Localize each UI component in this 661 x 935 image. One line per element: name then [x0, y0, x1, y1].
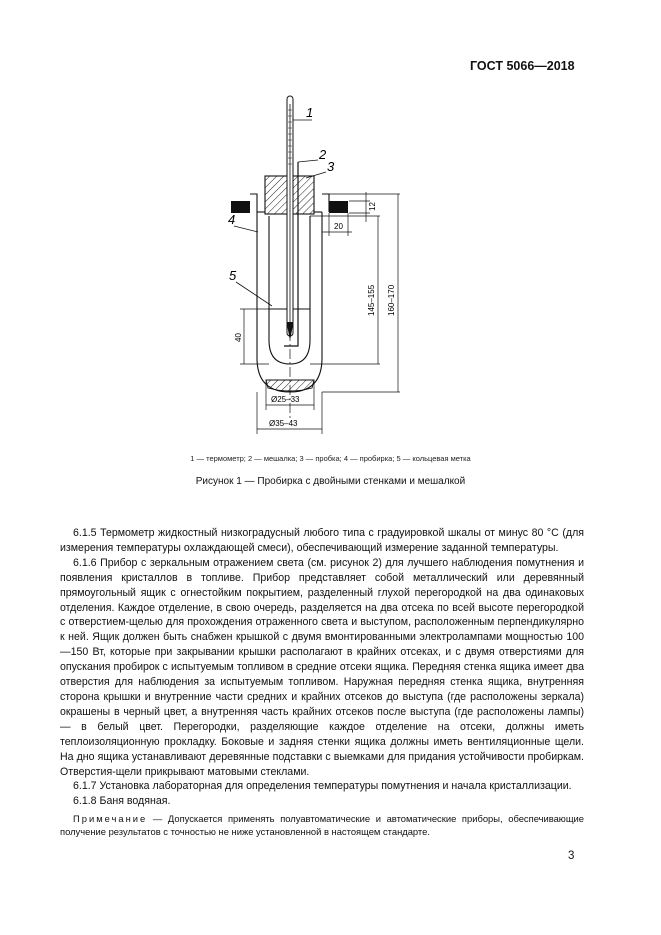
- figure-legend: 1 — термометр; 2 — мешалка; 3 — пробка; 4 — пробирка; 5 — кольцевая метка: [190, 454, 471, 463]
- dim-d25-33: Ø25–33: [271, 395, 300, 404]
- callout-1: 1: [306, 105, 314, 120]
- dim-145-155: 145–155: [367, 284, 376, 316]
- paragraph-6-1-8: 6.1.8 Баня водяная.: [73, 795, 171, 808]
- dim-20: 20: [334, 222, 343, 231]
- thermometer: [287, 96, 293, 338]
- dim-12: 12: [368, 202, 377, 211]
- callout-4: 4: [228, 212, 236, 227]
- bottom-support: [266, 380, 314, 391]
- paragraph-6-1-5: 6.1.5 Термометр жидкостный низкоградусный любого типа с градуировкой шкалы от минус 80 °С (для измерения температуры охлаждающей смеси), обеспечивающий измерение заданной температуры.: [60, 527, 584, 554]
- note: [60, 813, 584, 838]
- note-text: — Допускается применять полуавтоматические и автоматические приборы, обеспечивающие получение результатов с точностью не ниже установленной в настоящем стандарте.: [60, 813, 584, 837]
- ring-right: [329, 201, 348, 213]
- dim-d35-43: Ø35–43: [269, 419, 298, 428]
- body-text: [60, 526, 584, 838]
- paragraph-6-1-7: 6.1.7 Установка лабораторная для определения температуры помутнения и начала кристаллизации.: [73, 780, 572, 793]
- callout-2: 2: [319, 147, 327, 162]
- paragraph-6-1-6: 6.1.6 Прибор с зеркальным отражением света (см. рисунок 2) для лучшего наблюдения помутнения и появления кристаллов в топливе. Прибор представляет собой металлический или деревянный прямоугольный ящик с огнестойким покрытием, разделенный глухой перегородкой на два одинаковых отделения. Каждое отделение, в свою очередь, разделяется на два отсека по всей высоте перегородкой с отверстием-щелью для прохождения отраженного света и выступом, расположенным перпендикулярно к ней. Ящик должен быть снабжен крышкой с двумя вмонтированными электролампами мощностью 100—150 Вт, которые при закрывании крышки располагают в крайних отсеках, и с двумя отверстиями для опускания пробирок с испытуемым топливом в средние отсеки ящика. Передняя стенка ящика имеет два отверстия для наблюдения за испытуемым топливом. Наружная передняя стенка ящика, внутренняя сторона крышки и внутренние части средних и крайних отсеков до выступа (где расположены зеркала) окрашены в черный цвет, а внутренняя часть крайних отсеков после выступа (где расположены лампы) — в белый цвет. Перегородки, разделяющие каждое отделение на отсеки, должны иметь теплоизоляционную прокладку. Боковые и задняя стенки ящика должны иметь вентиляционные щели. На дно ящика устанавливают деревянные подставки с выемками для придания устойчивости пробиркам. Отверстия-щели прикрывают матовыми стеклами.: [60, 556, 584, 778]
- dim-160-170: 160–170: [387, 284, 396, 316]
- figure-caption: Рисунок 1 — Пробирка с двойными стенками и мешалкой: [195, 476, 466, 487]
- note-label: Примечание: [73, 813, 148, 825]
- callout-5: 5: [229, 268, 237, 283]
- document-header: ГОСТ 5066—2018: [470, 59, 575, 73]
- dim-40: 40: [234, 333, 243, 342]
- page-number: 3: [568, 850, 575, 862]
- callout-3: 3: [327, 159, 335, 174]
